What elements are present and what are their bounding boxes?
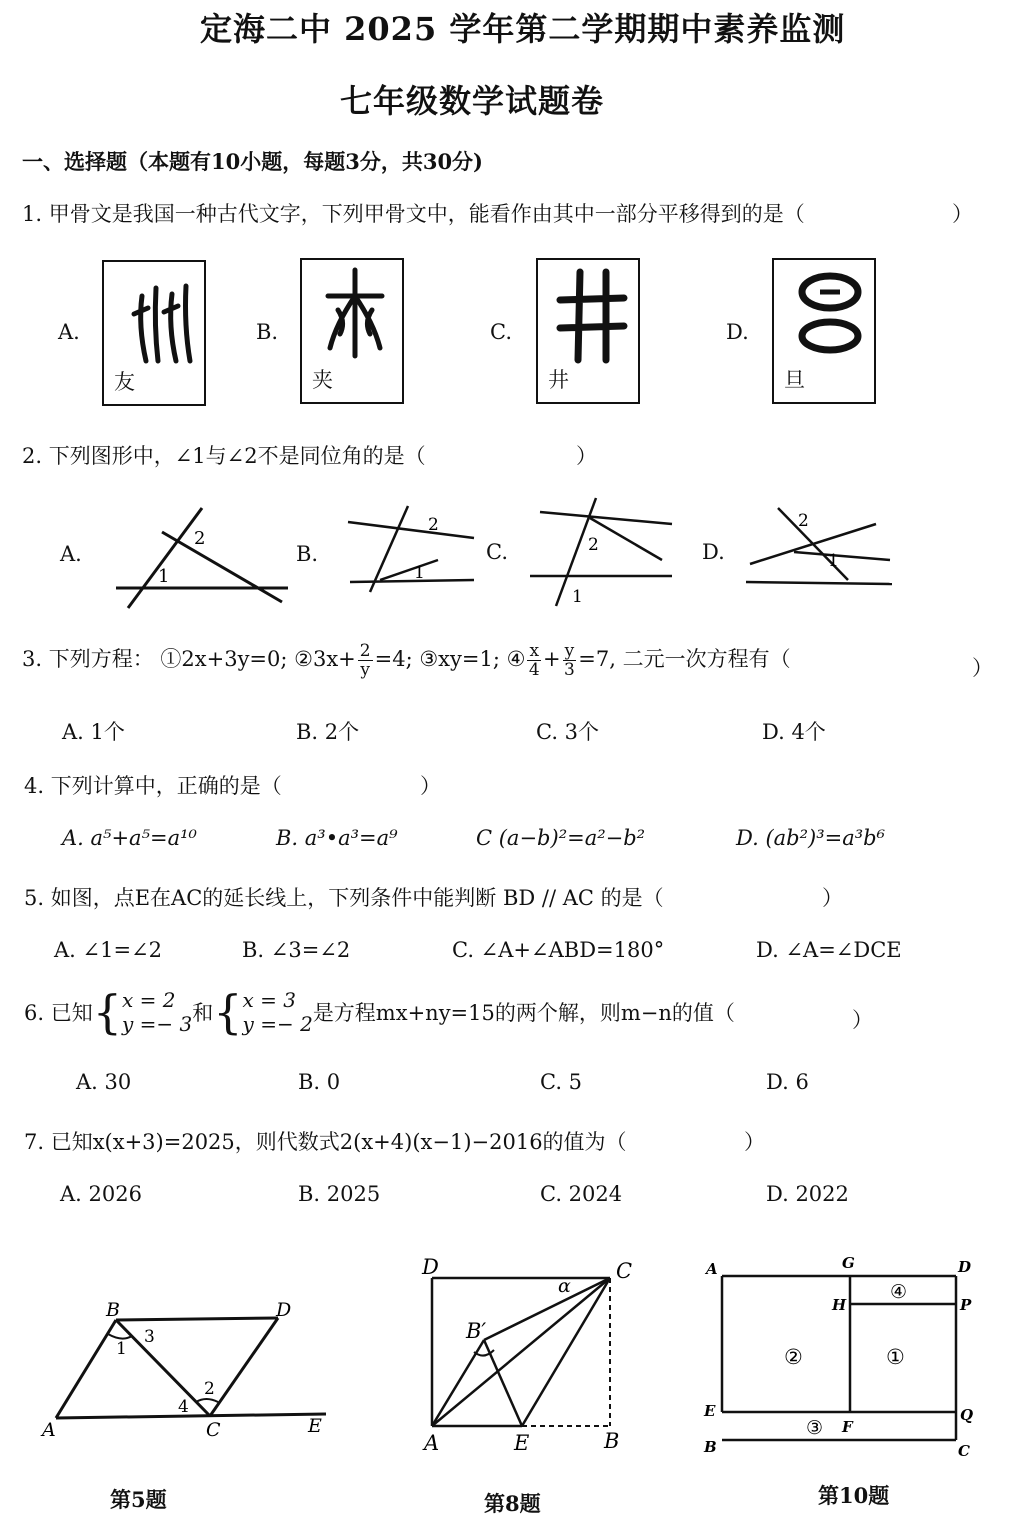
figure-q10	[698, 1252, 998, 1462]
question-4-close: ）	[420, 774, 441, 798]
fig8-label-D: D	[422, 1255, 439, 1279]
q2c-angle-1: 1	[572, 587, 583, 607]
q1-option-a-char: 友	[114, 370, 135, 394]
q5-option-a: A. ∠1=∠2	[54, 938, 163, 962]
q1-option-c-char: 井	[548, 368, 569, 392]
q7-option-a: A. 2026	[60, 1182, 142, 1206]
question-3-close: ）	[972, 656, 993, 680]
question-1-text: 1. 甲骨文是我国一种古代文字，下列甲骨文中，能看作由其中一部分平移得到的是（	[22, 202, 805, 226]
question-1-close: ）	[952, 202, 973, 226]
fig10-label-H: H	[832, 1296, 847, 1314]
q3-option-b: B. 2个	[296, 720, 360, 744]
q2-figure-d	[744, 500, 896, 600]
fig10-region-2: ②	[784, 1345, 803, 1369]
figure-q8	[410, 1252, 650, 1462]
q6-option-c: C. 5	[540, 1070, 583, 1094]
q4-option-a: A. a⁵+a⁵=a¹⁰	[62, 826, 197, 850]
q1-option-b-char: 夹	[312, 368, 333, 392]
q7-option-b: B. 2025	[298, 1182, 381, 1206]
question-4-text: 4. 下列计算中，正确的是（	[24, 774, 282, 798]
fig5-angle-2: 2	[204, 1379, 215, 1399]
q2-figure-b	[346, 500, 476, 600]
q2-option-c-letter: C.	[486, 540, 508, 564]
q2-figure-c	[528, 494, 678, 610]
q1-option-c-box	[536, 258, 640, 404]
q3-eq1: ①2x+3y=0;	[160, 647, 288, 671]
q6-option-d: D. 6	[766, 1070, 809, 1094]
fig5-angle-4: 4	[178, 1397, 189, 1417]
fig5-label-E: E	[308, 1415, 322, 1437]
q5-option-b: B. ∠3=∠2	[242, 938, 351, 962]
q6-system-2: x = 3 y =− 2	[242, 988, 313, 1036]
section-heading: 一、选择题（本题有10小题，每题3分，共30分)	[22, 149, 483, 174]
fig8-label-C: C	[616, 1259, 633, 1283]
q2a-angle-1: 1	[158, 566, 170, 587]
fig10-label-A: A	[706, 1260, 718, 1278]
q7-option-c: C. 2024	[540, 1182, 623, 1206]
question-7-close: ）	[744, 1130, 765, 1154]
figure-q8-caption: 第8题	[484, 1491, 541, 1516]
q6-option-a: A. 30	[76, 1070, 132, 1094]
q6-option-b: B. 0	[298, 1070, 341, 1094]
fig8-label-alpha: α	[558, 1275, 571, 1297]
fig8-label-B: B	[604, 1429, 620, 1453]
fig5-angle-1: 1	[116, 1339, 127, 1359]
q2-option-a-letter: A.	[60, 542, 82, 566]
question-6-close: ）	[852, 1008, 873, 1032]
q2-option-b-letter: B.	[296, 542, 319, 566]
fig10-label-B: B	[704, 1438, 717, 1456]
q3-option-a: A. 1个	[62, 720, 125, 744]
fig5-angle-3: 3	[144, 1327, 155, 1347]
question-2-text: 2. 下列图形中，∠1与∠2不是同位角的是（	[22, 444, 426, 468]
q5-option-c: C. ∠A+∠ABD=180°	[452, 938, 665, 962]
fig5-label-D: D	[276, 1299, 292, 1321]
q3-option-d: D. 4个	[762, 720, 826, 744]
oracle-glyph-jia	[318, 264, 392, 364]
q1-option-d-box	[772, 258, 876, 404]
q7-option-d: D. 2022	[766, 1182, 849, 1206]
fig10-region-3: ③	[806, 1417, 824, 1439]
fig5-label-B: B	[106, 1299, 120, 1321]
q3-option-c: C. 3个	[536, 720, 600, 744]
fig10-label-Q: Q	[960, 1406, 974, 1424]
fig10-region-1: ①	[886, 1345, 905, 1369]
fig5-label-C: C	[206, 1419, 221, 1441]
q2-option-d-letter: D.	[702, 540, 725, 564]
q1-option-d-char: 旦	[784, 368, 805, 392]
fig10-label-P: P	[960, 1296, 972, 1314]
oracle-glyph-you	[120, 266, 194, 366]
q1-option-a-letter: A.	[58, 320, 80, 344]
fig8-label-E: E	[514, 1431, 530, 1455]
q3-eq3: ③xy=1;	[419, 647, 500, 671]
question-5-close: ）	[822, 886, 843, 910]
q2d-angle-1: 1	[828, 551, 839, 571]
figure-q5	[36, 1290, 336, 1450]
q2d-angle-2: 2	[798, 511, 809, 531]
page-subtitle: 七年级数学试题卷	[340, 82, 605, 120]
fig5-label-A: A	[42, 1419, 56, 1441]
fig10-label-E: E	[704, 1402, 716, 1420]
q2c-angle-2: 2	[588, 535, 599, 555]
question-5-text: 5. 如图，点E在AC的延长线上，下列条件中能判断 BD // AC 的是（	[24, 886, 664, 910]
q1-option-a-box	[102, 260, 206, 406]
figure-q10-caption: 第10题	[818, 1483, 890, 1508]
q2b-angle-1: 1	[414, 563, 425, 583]
fig8-label-A: A	[424, 1431, 440, 1455]
figure-q5-caption: 第5题	[110, 1487, 167, 1512]
fig10-label-C: C	[958, 1442, 970, 1460]
question-3-text: 3. 下列方程： ①2x+3y=0; ②3x+ $\frac{2}{y}$ =4; ③xy=1; ④ $\frac{x}{4}$ + $\frac{y}{3}$ =7, 二元一次方程有（	[22, 641, 791, 680]
fig10-region-4: ④	[890, 1281, 908, 1303]
fig10-label-F: F	[842, 1418, 853, 1436]
q5-option-d: D. ∠A=∠DCE	[756, 938, 902, 962]
q1-option-d-letter: D.	[726, 320, 749, 344]
q6-system-1: x = 2 y =− 3	[122, 988, 193, 1036]
q4-option-b: B. a³•a³=a⁹	[276, 826, 398, 850]
q1-option-b-letter: B.	[256, 320, 279, 344]
oracle-glyph-jing	[554, 264, 628, 364]
q2a-angle-2: 2	[194, 528, 206, 549]
q2-figure-a	[110, 500, 300, 615]
question-7-text: 7. 已知x(x+3)=2025，则代数式2(x+4)(x−1)−2016的值为（	[24, 1130, 627, 1154]
q2b-angle-2: 2	[428, 515, 439, 535]
fig10-label-D: D	[958, 1258, 972, 1276]
q3-eq4: ④ $\frac{x}{4}$ + $\frac{y}{3}$ =7,	[506, 641, 616, 680]
fig10-label-G: G	[842, 1254, 855, 1272]
page-title: 定海二中 2025 学年第二学期期中素养监测	[200, 10, 846, 48]
oracle-glyph-dan	[790, 264, 864, 364]
question-2-close: ）	[576, 444, 597, 468]
question-6-text: 6. 已知{ x = 2 y =− 3 和{ x = 3 y =− 2 是方程mx+ny=15的两个解，则m−n的值（	[24, 985, 735, 1039]
q1-option-c-letter: C.	[490, 320, 512, 344]
q4-option-c: C (a−b)²=a²−b²	[476, 826, 646, 850]
q3-eq2: ②3x+ $\frac{2}{y}$ =4;	[294, 641, 413, 680]
fig8-label-Bprime: B′	[466, 1319, 487, 1343]
q1-option-b-box	[300, 258, 404, 404]
q4-option-d: D. (ab²)³=a³b⁶	[736, 826, 886, 850]
